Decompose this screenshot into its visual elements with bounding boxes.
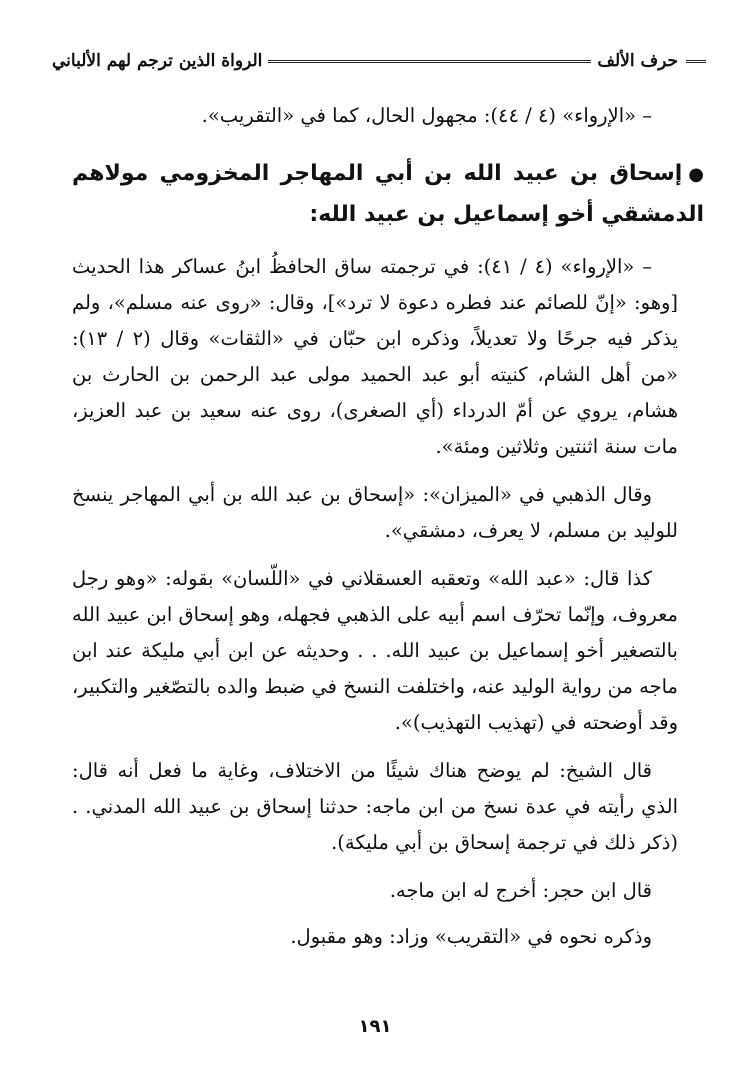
header-rule [268, 60, 591, 63]
header-book-title: الرواة الذين ترجم لهم الألباني [52, 51, 263, 71]
header-ornament [686, 60, 706, 63]
paragraph: – «الإرواء» (٤ / ٤١): في ترجمته ساق الحافظُ ابنُ عساكر هذا الحديث [وهو: «إنّ للصائم عند فطره دعوة لا ترد»]، وقال: «روى عنه مسلم»، ولم يذكر فيه جرحًا ولا تعديلاً، وذكره ابن حبّان في «الثقات» وقال (٢ / ١٣): «من أهل الشام، كنيته أبو عبد الحميد مولى عبد الرحمن بن الحارث بن هشام، يروي عن أمّ الدرداء (أي الصغرى)، روى عنه سعيد بن عبد العزيز، مات سنة اثنتين وثلاثين ومئة». [72, 255, 678, 458]
page-body [72, 98, 704, 965]
paragraph: كذا قال: «عبد الله» وتعقبه العسقلاني في «اللّسان» بقوله: «وهو رجل معروف، وإنّما تحرّف اسم أبيه على الذهبي فجهله، وهو إسحاق ابن عبيد الله بالتصغير أخو إسماعيل بن عبيد الله. . . وحديثه عن ابن أبي مليكة عند ابن ماجه من رواية الوليد عنه، واختلفت النسخ في ضبط والده بالتصّغير والتكبير، وقد أوضحته في (تهذيب التهذيب)». [72, 567, 678, 734]
entry-heading [72, 154, 704, 235]
bullet-icon: ● [688, 164, 704, 185]
running-header [52, 48, 706, 74]
entry-heading-text: إسحاق بن عبيد الله بن أبي المهاجر المخزومي مولاهم الدمشقي أخو إسماعيل بن عبيد الله: [72, 161, 704, 227]
page-number: ١٩١ [358, 1016, 392, 1037]
closing-line: قال ابن حجر: أخرج له ابن ماجه. [389, 879, 652, 902]
paragraph: وقال الذهبي في «الميزان»: «إسحاق بن عبد الله بن أبي المهاجر ينسخ للوليد بن مسلم، لا يعرف، دمشقي». [72, 483, 678, 542]
closing-line: وذكره نحوه في «التقريب» وزاد: وهو مقبول. [290, 925, 652, 948]
header-section-title: حرف الألف [597, 51, 678, 71]
source-line: – «الإرواء» (٤ / ٤٤): مجهول الحال، كما في «التقريب». [201, 104, 652, 127]
paragraph: قال الشيخ: لم يوضح هناك شيئًا من الاختلاف، وغاية ما فعل أنه قال: الذي رأيته في عدة نسخ من ابن ماجه: حدثنا إسحاق بن عبيد الله المدني. . (ذكر ذلك في ترجمة إسحاق بن أبي مليكة). [72, 759, 678, 854]
